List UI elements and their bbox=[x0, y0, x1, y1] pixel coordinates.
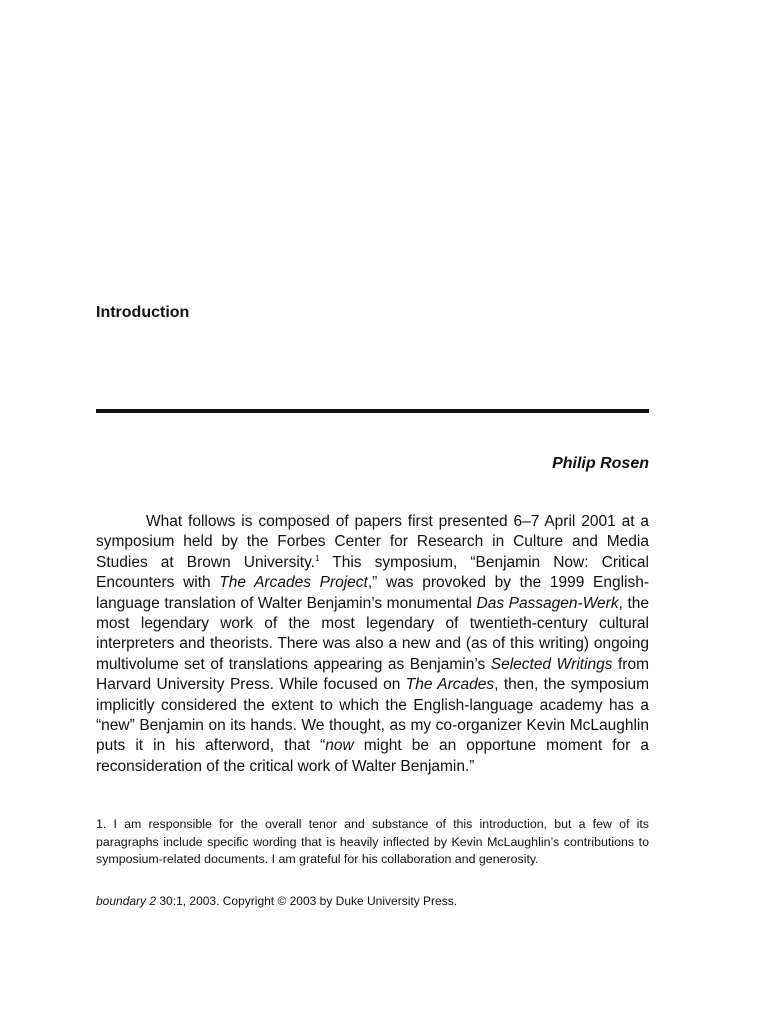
body-text-span: from Harvard University Press. While focused on bbox=[96, 655, 649, 694]
citation-details: 30:1, 2003. Copyright © 2003 by Duke University Press. bbox=[156, 894, 458, 908]
italic-emphasis: now bbox=[325, 737, 354, 755]
body-text-span: What follows is composed of papers first presented 6–7 April 2001 at a symposium held by the Forbes Center for Research in Culture and Media Studies at Brown University. bbox=[96, 513, 649, 571]
italic-title: Selected Writings bbox=[490, 655, 613, 673]
italic-title: Das Passagen-Werk bbox=[476, 594, 619, 612]
footnote: 1. I am responsible for the overall tenor and substance of this introduction, but a few of its paragraphs include specific wording that is heavily inflected by Kevin McLaughlin’s contributions to symposium-related documents. I am grateful for his collaboration and generosity. bbox=[96, 817, 649, 866]
footnote-reference: 1 bbox=[315, 553, 320, 563]
body-text-span: This symposium, “Benjamin Now: Critical Encounters with bbox=[96, 553, 649, 592]
author-byline: Philip Rosen bbox=[552, 455, 649, 472]
body-text-span: ,” was provoked by the 1999 English-language translation of Walter Benjamin’s monumental bbox=[96, 574, 649, 612]
body-paragraph bbox=[96, 512, 649, 777]
body-text-span: , the most legendary work of the most legendary of twentieth-century cultural interpreters and theorists. There was also a new and (as of this writing) ongoing multivolume set of translations appearing as Benjamin’s bbox=[96, 594, 649, 673]
italic-title: The Arcades bbox=[405, 676, 495, 694]
body-text-span: , then, the symposium implicitly considered the extent to which the English-language academy has a “new” Benjamin on its hands. We thought, as my co-organizer Kevin McLaughlin puts it in his afterword, that “ bbox=[96, 676, 650, 755]
italic-title: The Arcades Project bbox=[219, 574, 368, 592]
title-divider bbox=[96, 409, 649, 413]
journal-citation bbox=[96, 893, 457, 909]
journal-name: boundary 2 bbox=[96, 894, 157, 908]
body-text-span: might be an opportune moment for a reconsideration of the critical work of Walter Benjamin.” bbox=[96, 737, 649, 775]
page-title: Introduction bbox=[96, 304, 190, 321]
